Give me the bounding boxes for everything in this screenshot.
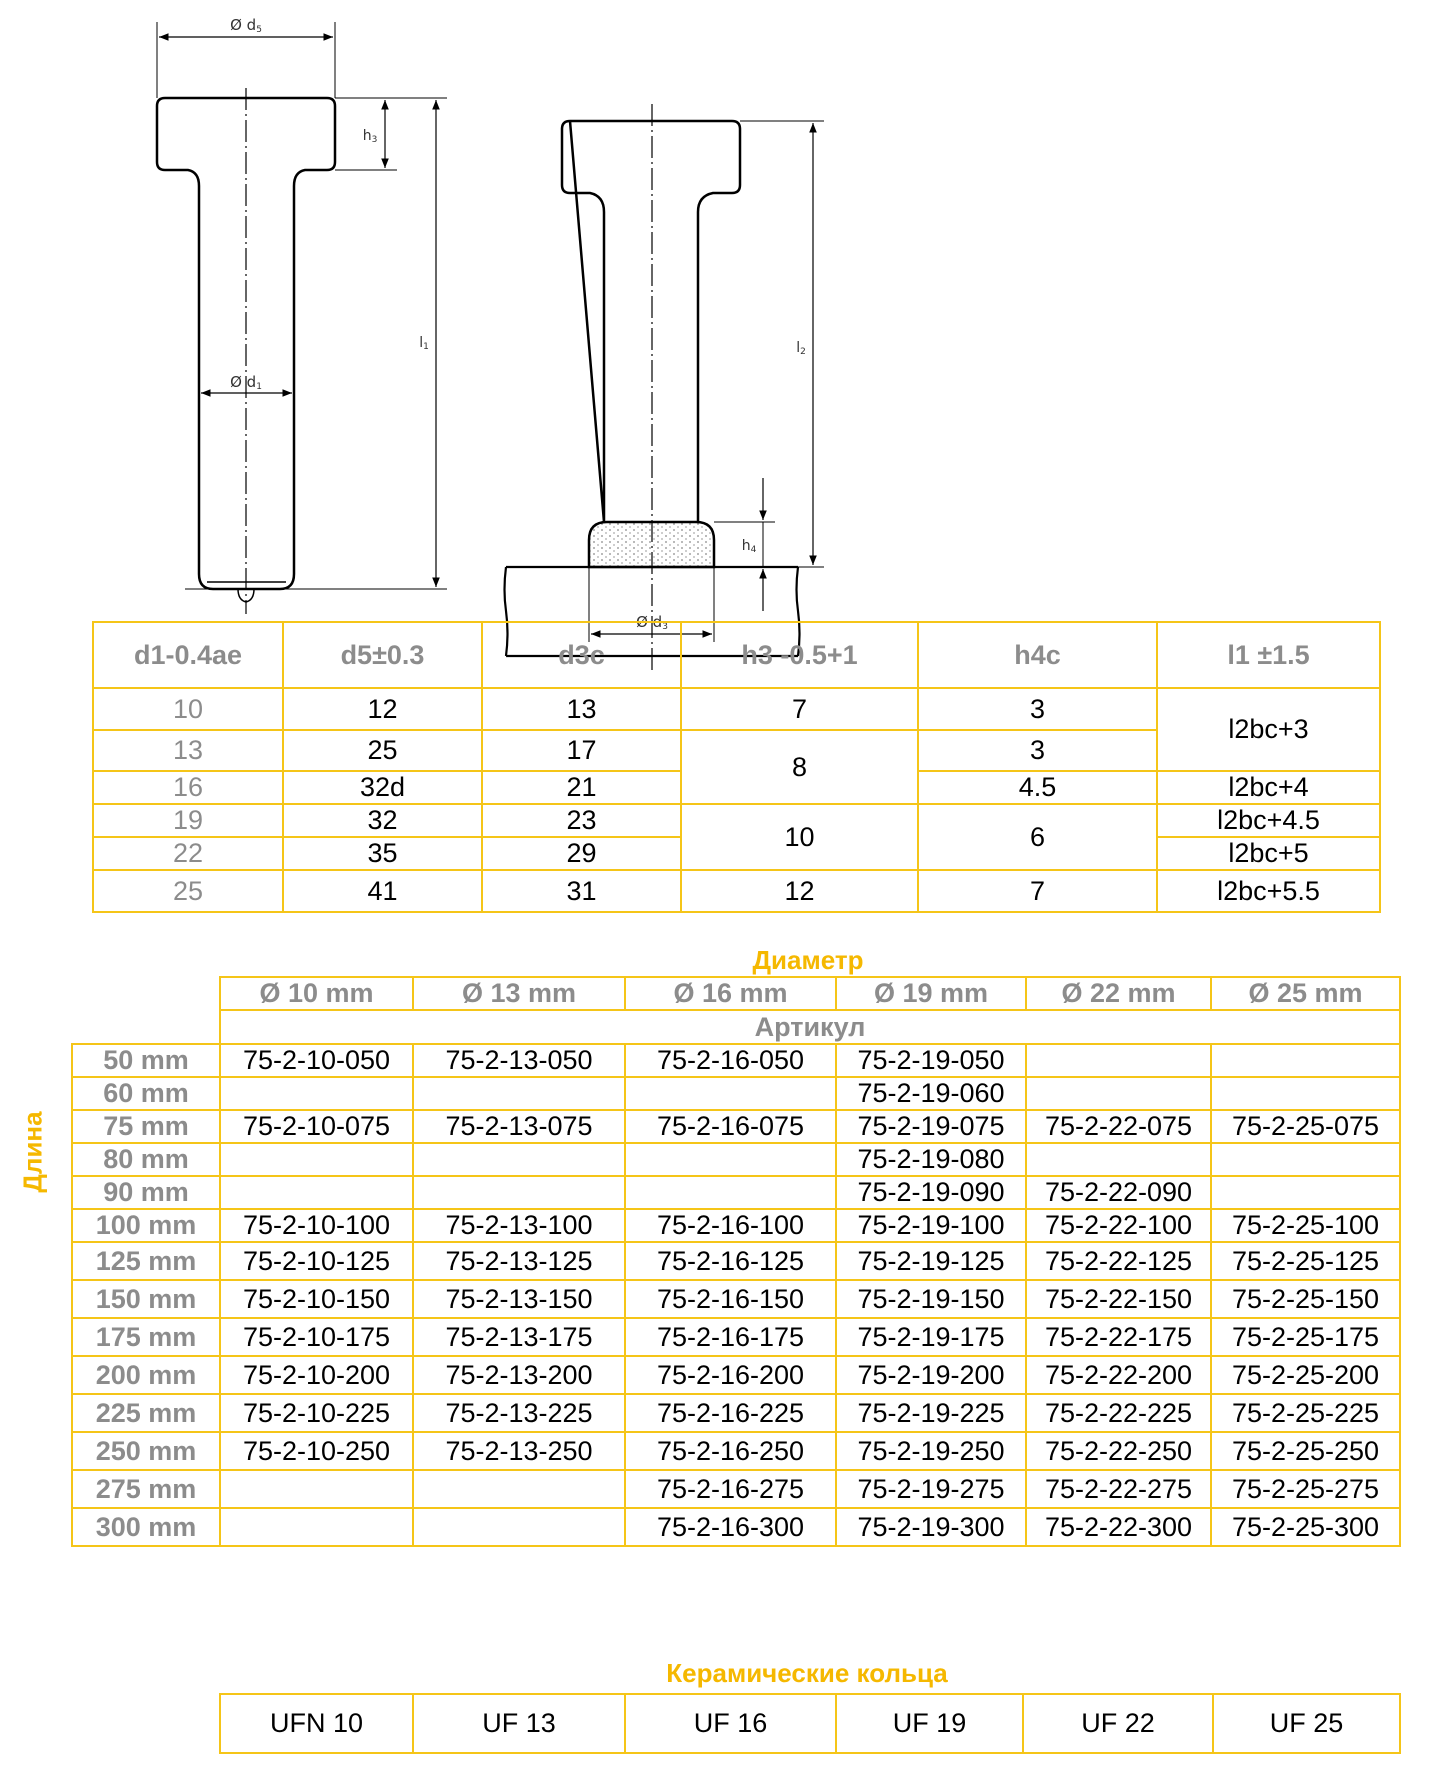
article-cell: 75-2-16-050 [625, 1044, 836, 1077]
length-label: 60 mm [72, 1077, 220, 1110]
header-d5: d5±0.3 [283, 622, 482, 688]
length-label: 80 mm [72, 1143, 220, 1176]
length-label: 150 mm [72, 1280, 220, 1318]
cell-d1: 10 [93, 688, 283, 730]
article-cell: 75-2-13-100 [413, 1209, 625, 1242]
corner-blank [72, 1010, 220, 1044]
cell-d3: 13 [482, 688, 681, 730]
article-cell: 75-2-22-075 [1026, 1110, 1211, 1143]
length-label: 250 mm [72, 1432, 220, 1470]
article-cell [1211, 1077, 1400, 1110]
article-cell [220, 1143, 413, 1176]
table-row [93, 688, 1380, 730]
article-cell [1026, 1077, 1211, 1110]
cell-d5: 25 [283, 730, 482, 771]
article-cell: 75-2-25-175 [1211, 1318, 1400, 1356]
table-row [72, 1044, 1400, 1077]
stud-left [157, 22, 447, 614]
length-label: 300 mm [72, 1508, 220, 1546]
article-cell: 75-2-10-200 [220, 1356, 413, 1394]
article-cell [220, 1470, 413, 1508]
cell-d1: 22 [93, 837, 283, 870]
table-row [72, 1470, 1400, 1508]
article-cell [1026, 1143, 1211, 1176]
ring-item: UF 19 [836, 1694, 1023, 1753]
article-cell: 75-2-22-250 [1026, 1432, 1211, 1470]
article-cell: 75-2-10-175 [220, 1318, 413, 1356]
cell-d3: 31 [482, 870, 681, 912]
article-cell: 75-2-10-150 [220, 1280, 413, 1318]
label-l2: l2 [796, 340, 806, 357]
header-l1: l1 ±1.5 [1157, 622, 1380, 688]
article-cell [413, 1143, 625, 1176]
article-cell: 75-2-16-075 [625, 1110, 836, 1143]
article-cell [220, 1508, 413, 1546]
article-cell: 75-2-16-175 [625, 1318, 836, 1356]
cell-h4: 6 [918, 804, 1157, 870]
rings-row [220, 1694, 1400, 1753]
ring-item: UFN 10 [220, 1694, 413, 1753]
article-cell [220, 1077, 413, 1110]
article-cell: 75-2-13-250 [413, 1432, 625, 1470]
cell-d5: 32 [283, 804, 482, 837]
article-cell: 75-2-25-075 [1211, 1110, 1400, 1143]
article-cell [625, 1077, 836, 1110]
article-cell [625, 1143, 836, 1176]
dimensions-table [92, 621, 1381, 913]
article-cell: 75-2-16-200 [625, 1356, 836, 1394]
article-cell: 75-2-22-300 [1026, 1508, 1211, 1546]
table-row [72, 1242, 1400, 1280]
articles-body [72, 1044, 1400, 1546]
header-h4: h4c [918, 622, 1157, 688]
label-d1: Ø d1 [230, 373, 262, 392]
article-cell: 75-2-13-200 [413, 1356, 625, 1394]
cell-h3: 12 [681, 870, 918, 912]
article-cell: 75-2-19-250 [836, 1432, 1026, 1470]
article-cell: 75-2-22-225 [1026, 1394, 1211, 1432]
article-cell [413, 1077, 625, 1110]
article-cell: 75-2-16-275 [625, 1470, 836, 1508]
article-cell: 75-2-13-075 [413, 1110, 625, 1143]
ceramic-rings-title: Керамические кольца [666, 1658, 948, 1688]
article-cell [413, 1508, 625, 1546]
table-row [93, 870, 1380, 912]
article-cell: 75-2-25-300 [1211, 1508, 1400, 1546]
article-cell: 75-2-19-125 [836, 1242, 1026, 1280]
length-title: Длина [17, 1111, 48, 1193]
article-cell: 75-2-19-075 [836, 1110, 1026, 1143]
label-h3: h3 [362, 128, 378, 145]
label-h4: h4 [741, 538, 757, 555]
articles-table [71, 976, 1401, 1547]
cell-d3: 23 [482, 804, 681, 837]
article-cell: 75-2-13-150 [413, 1280, 625, 1318]
article-cell: 75-2-16-150 [625, 1280, 836, 1318]
length-label: 125 mm [72, 1242, 220, 1280]
cell-d5: 12 [283, 688, 482, 730]
label-d5: Ø d5 [230, 16, 262, 35]
article-cell: 75-2-10-225 [220, 1394, 413, 1432]
header-d1: d1-0.4ae [93, 622, 283, 688]
cell-h4: 4.5 [918, 771, 1157, 804]
table-row [72, 1318, 1400, 1356]
length-label: 200 mm [72, 1356, 220, 1394]
article-cell: 75-2-10-050 [220, 1044, 413, 1077]
diameter-title: Диаметр [752, 945, 864, 975]
article-cell: 75-2-16-250 [625, 1432, 836, 1470]
article-cell: 75-2-25-125 [1211, 1242, 1400, 1280]
article-cell: 75-2-19-060 [836, 1077, 1026, 1110]
header-diameter: Ø 16 mm [625, 977, 836, 1010]
article-cell: 75-2-25-100 [1211, 1209, 1400, 1242]
article-cell: 75-2-25-200 [1211, 1356, 1400, 1394]
length-label: 225 mm [72, 1394, 220, 1432]
article-cell [1211, 1044, 1400, 1077]
label-d3: Ø d3 [636, 613, 668, 632]
article-cell: 75-2-22-150 [1026, 1280, 1211, 1318]
article-cell: 75-2-19-100 [836, 1209, 1026, 1242]
cell-d1: 19 [93, 804, 283, 837]
article-cell [413, 1176, 625, 1209]
article-cell [220, 1176, 413, 1209]
table-row [72, 1110, 1400, 1143]
article-cell: 75-2-16-125 [625, 1242, 836, 1280]
article-cell: 75-2-19-090 [836, 1176, 1026, 1209]
cell-l1: l2bc+4.5 [1157, 804, 1380, 837]
article-cell: 75-2-19-050 [836, 1044, 1026, 1077]
article-cell: 75-2-19-300 [836, 1508, 1026, 1546]
article-cell: 75-2-25-275 [1211, 1470, 1400, 1508]
article-cell: 75-2-19-225 [836, 1394, 1026, 1432]
article-cell: 75-2-16-100 [625, 1209, 836, 1242]
table-row [72, 1280, 1400, 1318]
article-cell [1026, 1044, 1211, 1077]
article-header-row [72, 1010, 1400, 1044]
cell-l1: l2bc+4 [1157, 771, 1380, 804]
length-label: 90 mm [72, 1176, 220, 1209]
header-diameter: Ø 25 mm [1211, 977, 1400, 1010]
cell-h3: 7 [681, 688, 918, 730]
cell-d1: 16 [93, 771, 283, 804]
cell-d3: 17 [482, 730, 681, 771]
cell-d1: 13 [93, 730, 283, 771]
article-cell: 75-2-10-075 [220, 1110, 413, 1143]
article-cell: 75-2-19-150 [836, 1280, 1026, 1318]
cell-d5: 35 [283, 837, 482, 870]
article-cell: 75-2-19-175 [836, 1318, 1026, 1356]
length-label: 50 mm [72, 1044, 220, 1077]
diameter-header-row [72, 977, 1400, 1010]
article-cell [1211, 1176, 1400, 1209]
table-row [72, 1432, 1400, 1470]
table-row [72, 1143, 1400, 1176]
cell-l1: l2bc+5 [1157, 837, 1380, 870]
article-cell: 75-2-19-080 [836, 1143, 1026, 1176]
article-cell: 75-2-22-100 [1026, 1209, 1211, 1242]
table-row [72, 1508, 1400, 1546]
article-cell: 75-2-22-275 [1026, 1470, 1211, 1508]
article-cell: 75-2-13-225 [413, 1394, 625, 1432]
article-cell [413, 1470, 625, 1508]
article-cell: 75-2-13-175 [413, 1318, 625, 1356]
article-cell: 75-2-13-050 [413, 1044, 625, 1077]
article-cell: 75-2-22-125 [1026, 1242, 1211, 1280]
article-cell [1211, 1143, 1400, 1176]
article-cell: 75-2-10-250 [220, 1432, 413, 1470]
cell-d1: 25 [93, 870, 283, 912]
stud-right-outline [562, 121, 740, 522]
ceramic-rings-table [219, 1693, 1401, 1754]
header-diameter: Ø 22 mm [1026, 977, 1211, 1010]
cell-h4: 3 [918, 730, 1157, 771]
cell-d5: 32d [283, 771, 482, 804]
header-diameter: Ø 19 mm [836, 977, 1026, 1010]
article-cell: 75-2-13-125 [413, 1242, 625, 1280]
header-diameter: Ø 13 mm [413, 977, 625, 1010]
length-label: 75 mm [72, 1110, 220, 1143]
corner-blank [72, 977, 220, 1010]
table-row [72, 1209, 1400, 1242]
article-cell: 75-2-22-200 [1026, 1356, 1211, 1394]
article-cell: 75-2-22-175 [1026, 1318, 1211, 1356]
table-row [72, 1077, 1400, 1110]
length-label: 175 mm [72, 1318, 220, 1356]
header-h3: h3 -0.5+1 [681, 622, 918, 688]
ring-item: UF 16 [625, 1694, 836, 1753]
header-diameter: Ø 10 mm [220, 977, 413, 1010]
stud-technical-drawing [0, 0, 900, 700]
ring-item: UF 25 [1213, 1694, 1400, 1753]
header-d3: d3c [482, 622, 681, 688]
cell-h4: 7 [918, 870, 1157, 912]
table-row [72, 1356, 1400, 1394]
cell-d3: 21 [482, 771, 681, 804]
header-article: Артикул [220, 1010, 1400, 1044]
article-cell: 75-2-25-250 [1211, 1432, 1400, 1470]
article-cell [625, 1176, 836, 1209]
length-label: 100 mm [72, 1209, 220, 1242]
cell-l1: l2bc+5.5 [1157, 870, 1380, 912]
ring-item: UF 13 [413, 1694, 625, 1753]
article-cell: 75-2-22-090 [1026, 1176, 1211, 1209]
article-cell: 75-2-25-150 [1211, 1280, 1400, 1318]
article-cell: 75-2-10-125 [220, 1242, 413, 1280]
table-row [93, 804, 1380, 837]
article-cell: 75-2-10-100 [220, 1209, 413, 1242]
article-cell: 75-2-19-275 [836, 1470, 1026, 1508]
stud-right [505, 104, 825, 674]
length-label: 275 mm [72, 1470, 220, 1508]
table-row [72, 1394, 1400, 1432]
ring-item: UF 22 [1023, 1694, 1213, 1753]
cell-d3: 29 [482, 837, 681, 870]
article-cell: 75-2-16-225 [625, 1394, 836, 1432]
cell-h4: 3 [918, 688, 1157, 730]
cell-h3: 10 [681, 804, 918, 870]
article-cell: 75-2-16-300 [625, 1508, 836, 1546]
table-row [72, 1176, 1400, 1209]
cell-d5: 41 [283, 870, 482, 912]
dimensions-header-row [93, 622, 1380, 688]
article-cell: 75-2-19-200 [836, 1356, 1026, 1394]
cell-l1: l2bc+3 [1157, 688, 1380, 771]
cell-h3: 8 [681, 730, 918, 804]
article-cell: 75-2-25-225 [1211, 1394, 1400, 1432]
label-l1: l1 [419, 335, 429, 352]
